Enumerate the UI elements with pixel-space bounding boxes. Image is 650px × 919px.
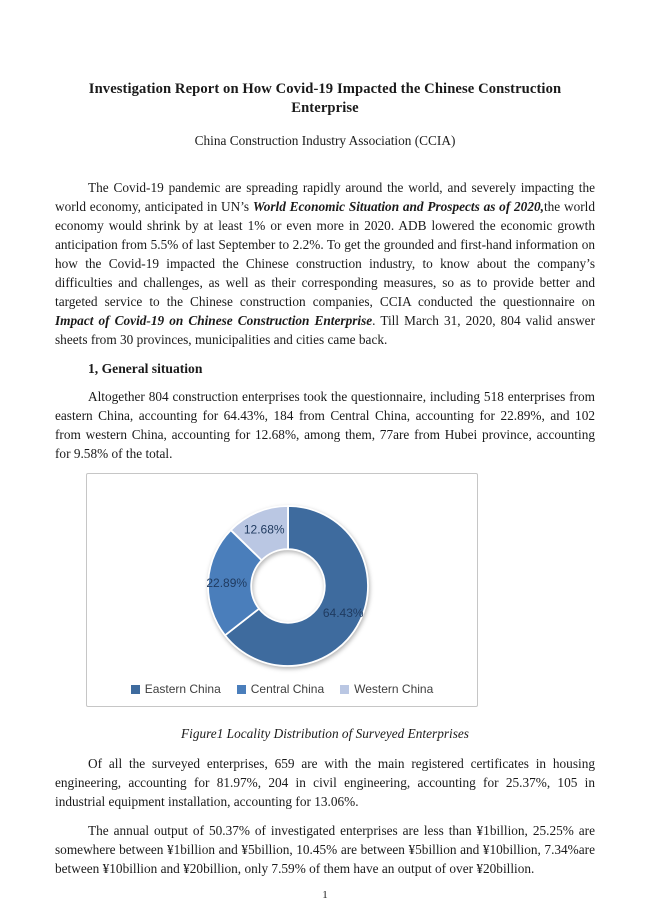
donut-chart-canvas (87, 482, 477, 678)
legend-swatch-icon (340, 685, 349, 694)
legend-swatch-icon (237, 685, 246, 694)
intro-text-pre: The Covid-19 pandemic are spreading rapidly around the world, and severely impacting the world economy, anticipated in UN’s (55, 180, 595, 214)
paragraph-intro (55, 178, 595, 349)
legend-item-eastern-china (131, 682, 221, 696)
paragraph-annual-output: The annual output of 50.37% of investigated enterprises are less than ¥1billion, 25.25% are somewhere between ¥1billion and ¥5billion, 10.45% are between ¥5billion and ¥10billion, 7.34%are between ¥10billion and ¥20billion, only 7.59% of them have an output of over ¥20billion. (55, 823, 595, 876)
data-label-eastern-china: 64.43% (322, 606, 364, 621)
data-label-central-china: 22.89% (206, 575, 248, 590)
section-heading-general-situation: 1, General situation (88, 361, 203, 376)
paragraph-survey-distribution: Altogether 804 construction enterprises took the questionnaire, including 518 enterprises from eastern China, accounting for 64.43%, 184 from Central China, accounting for 22.89%, and 102 from western China, accounting for 12.68%, among them, 77are from Hubei province, accounting for 9.58% of the total. (55, 389, 595, 461)
chart-legend (87, 682, 477, 696)
document-subtitle: China Construction Industry Association (CCIA) (194, 133, 456, 148)
intro-text-post: . Till March 31, 2020, 804 valid answer sheets from 30 provinces, municipalities and cities came back. (55, 313, 596, 347)
page-number: 1 (322, 889, 328, 901)
legend-label: Western China (354, 682, 434, 696)
paragraph-certificates: Of all the surveyed enterprises, 659 are with the main registered certificates in housing engineering, accounting for 81.97%, 204 in civil engineering, accounting for 25.37%, 105 in industrial equipment installation, accounting for 13.06%. (55, 756, 595, 809)
intro-text-mid: the world economy would shrink by at least 1% or even more in 2020. ADB lowered the economic growth anticipation from 5.5% of last September to 2.2%. To get the grounded and first-hand information on how the Covid-19 impacted the Chinese construction industry, to know about the company’s difficulties and challenges, as well as their corresponding measures, so as to provide better and targeted service to the Chinese construction companies, CCIA conducted the questionnaire on (55, 199, 595, 309)
page-title: Investigation Report on How Covid-19 Impacted the Chinese Construction Enterprise (88, 81, 562, 116)
legend-swatch-icon (131, 685, 140, 694)
legend-item-western-china (340, 682, 433, 696)
questionnaire-title-emphasis: Impact of Covid-19 on Chinese Construction Enterprise (55, 313, 373, 328)
figure1-donut-chart (86, 473, 478, 707)
report-title-emphasis: World Economic Situation and Prospects as of 2020, (252, 199, 544, 214)
figure-caption: Figure1 Locality Distribution of Surveyed Enterprises (181, 726, 469, 741)
data-label-western-china: 12.68% (243, 522, 285, 537)
legend-item-central-china (237, 682, 324, 696)
legend-label: Eastern China (144, 682, 221, 696)
legend-label: Central China (250, 682, 325, 696)
